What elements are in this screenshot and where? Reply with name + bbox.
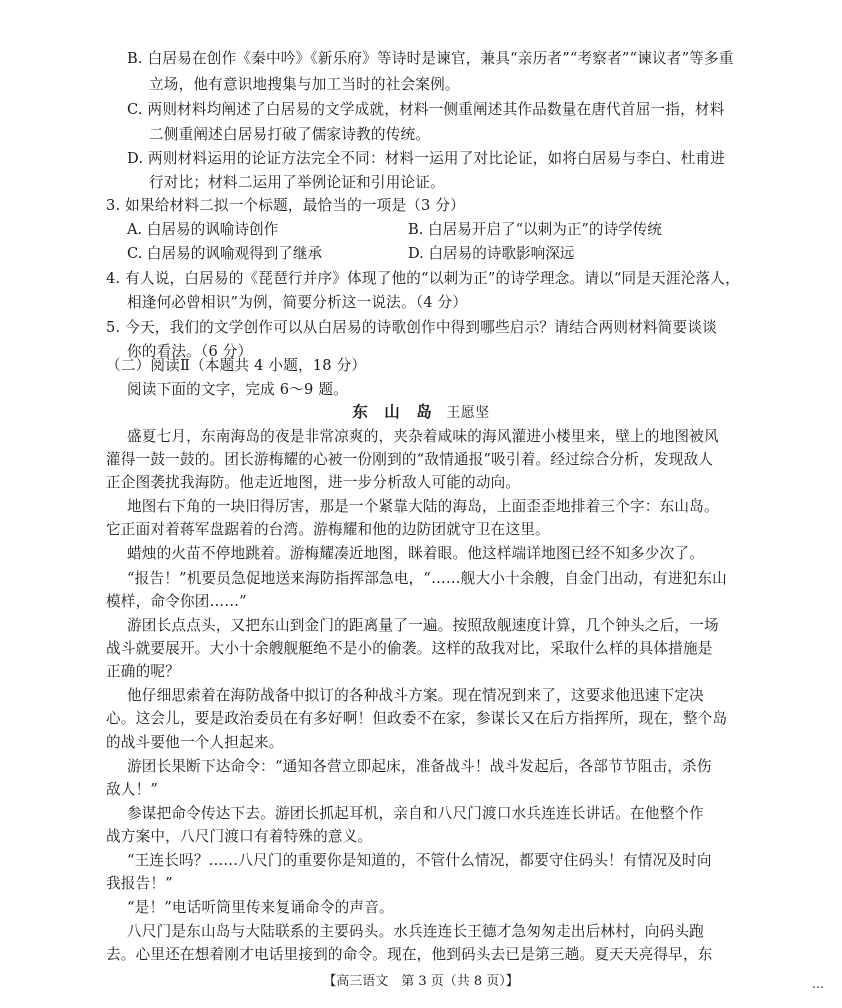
- story-line: 的战斗要他一个人担起来。: [106, 734, 284, 751]
- story-line: “王连长吗？……八尺门的重要你是知道的，不管什么情况，都要守住码头！有情况及时向: [127, 852, 712, 869]
- story-line: 敌人！”: [106, 781, 159, 798]
- story-line: 正企图袭扰我海防。他走近地图，进一步分析敌人可能的动向。: [106, 474, 521, 491]
- q5-line2: 你的看法。（6 分）: [127, 343, 253, 360]
- page-footer: 【高三语文 第 3 页（共 8 页）】: [323, 974, 519, 989]
- story-line: 正确的呢？: [106, 663, 180, 680]
- story-line: 战斗就要展开。大小十余艘舰艇绝不是小的偷袭。这样的敌我对比，采取什么样的具体措施是: [106, 640, 713, 657]
- q2-option-c-line1: C. 两则材料均阐述了白居易的文学成就，材料一侧重阐述其作品数量在唐代首屈一指，材料: [127, 101, 725, 118]
- q3-option-d: D. 白居易的诗歌影响深远: [408, 245, 575, 262]
- story-line: 游团长点点头，又把东山到金门的距离量了一遍。按照敌舰速度计算，几个钟头之后，一场: [127, 617, 719, 634]
- q2-option-b-line2: 立场，他有意识地搜集与加工当时的社会案例。: [149, 76, 460, 93]
- story-line: 参谋把命令传达下去。游团长抓起耳机，亲自和八尺门渡口水兵连连长讲话。在他整个作: [127, 805, 704, 822]
- story-line: 战方案中，八尺门渡口有着特殊的意义。: [106, 828, 373, 845]
- q3-option-c: C. 白居易的讽喻观得到了继承: [127, 245, 323, 262]
- corner-mark: …: [812, 977, 824, 991]
- story-title-text: 东 山 岛: [352, 402, 433, 421]
- q5-line1: 5. 今天，我们的文学创作可以从白居易的诗歌创作中得到哪些启示？请结合两则材料简要谈谈: [106, 319, 717, 336]
- story-line: 模样，命令你团……”: [106, 593, 247, 610]
- q2-option-d-line2: 行对比；材料二运用了举例论证和引用论证。: [149, 174, 445, 191]
- section-instruction: 阅读下面的文字，完成 6～9 题。: [127, 381, 348, 398]
- story-line: 它正面对着蒋军盘踞着的台湾。游梅耀和他的边防团就守卫在这里。: [106, 521, 550, 538]
- story-line: 八尺门是东山岛与大陆联系的主要码头。水兵连连长王德才急匆匆走出后林村，向码头跑: [127, 923, 704, 940]
- story-title: [0, 401, 842, 424]
- story-author: 王愿坚: [446, 405, 490, 421]
- story-line: “是！”电话听筒里传来复诵命令的声音。: [127, 899, 394, 916]
- q4-line1: 4. 有人说，白居易的《琵琶行并序》体现了他的“以刺为正”的诗学理念。请以“同是天涯沦落人，: [106, 270, 740, 287]
- story-line: 心。这会儿，要是政治委员在有多好啊！但政委不在家，参谋长又在后方指挥所，现在，整个岛: [106, 710, 728, 727]
- section-heading: （二）阅读Ⅱ（本题共 4 小题，18 分）: [106, 357, 367, 374]
- story-line: 灌得一鼓一鼓的。团长游梅耀的心被一份刚到的“敌情通报”吸引着。经过综合分析，发现敌人: [106, 451, 714, 468]
- story-line: 地图右下角的一块旧得厉害，那是一个紧靠大陆的海岛，上面歪歪地排着三个字：东山岛。: [127, 498, 719, 515]
- story-line: 盛夏七月，东南海岛的夜是非常凉爽的，夹杂着咸味的海风灌进小楼里来，壁上的地图被风: [127, 428, 719, 445]
- story-line: 游团长果断下达命令：“通知各营立即起床，准备战斗！战斗发起后，各部节节阻击，杀伤: [127, 758, 712, 775]
- q3-option-b: B. 白居易开启了“以刺为正”的诗学传统: [408, 221, 662, 238]
- story-line: “报告！”机要员急促地送来海防指挥部急电，“……舰大小十余艘，自金门出动，有进犯东山: [127, 570, 727, 587]
- story-line: 我报告！”: [106, 875, 173, 892]
- story-line: 他仔细思索着在海防战备中拟订的各种战斗方案。现在情况到来了，这要求他迅速下定决: [127, 687, 704, 704]
- q2-option-d-line1: D. 两则材料运用的论证方法完全不同：材料一运用了对比论证，如将白居易与李白、杜甫进: [127, 150, 726, 167]
- story-line: 去。心里还在想着刚才电话里接到的命令。现在，他到码头去已是第三趟。夏天天亮得早，东: [106, 946, 713, 963]
- q3-stem: 3. 如果给材料二拟一个标题，最恰当的一项是（3 分）: [106, 197, 465, 214]
- q3-option-a: A. 白居易的讽喻诗创作: [127, 221, 279, 238]
- q2-option-b-line1: B. 白居易在创作《秦中吟》《新乐府》等诗时是谏官，兼具“亲历者”“考察者”“谏议者”等多重: [127, 50, 734, 67]
- q2-option-c-line2: 二侧重阐述白居易打破了儒家诗教的传统。: [149, 126, 431, 143]
- story-line: 蜡烛的火苗不停地跳着。游梅耀凑近地图，眯着眼。他这样端详地图已经不知多少次了。: [127, 545, 704, 562]
- q4-line2: 相逢何必曾相识”为例，简要分析这一说法。（4 分）: [127, 294, 468, 311]
